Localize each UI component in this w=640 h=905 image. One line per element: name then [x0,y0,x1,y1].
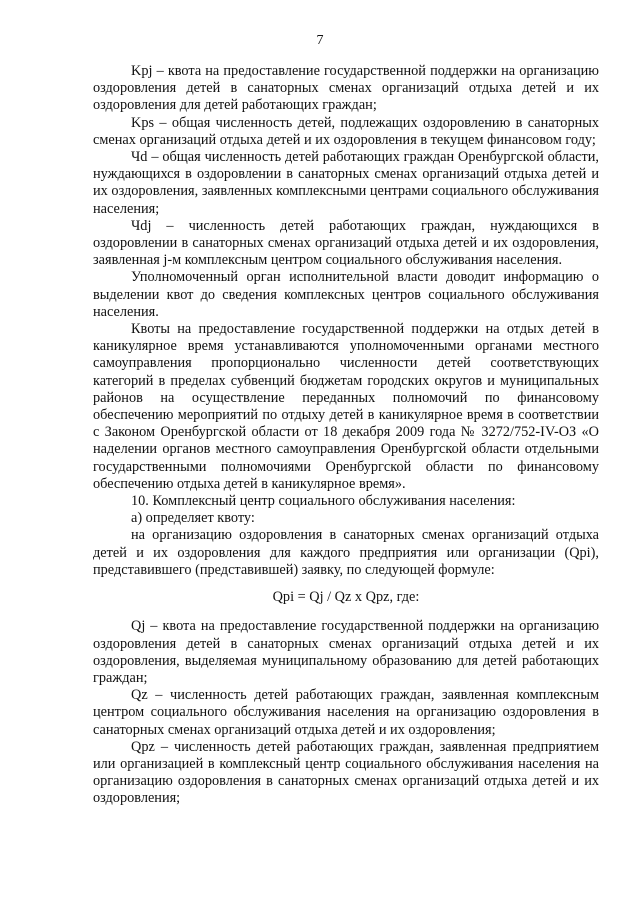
definition-qpz: Qpz – численность детей работающих граждан, заявленная предприятием или организацией в комплексный центр социального обслуживания населения на организацию оздоровления в санаторных сменах организаций отдыха детей и их оздоровления; [93,738,599,807]
page-number: 7 [316,33,324,48]
section-10-heading: 10. Комплексный центр социального обслуживания населения: [131,493,516,510]
subsection-a: а) определяет квоту: [131,510,255,527]
paragraph-quota-holidays: Квоты на предоставление государственной поддержки на отдых детей в каникулярное время устанавливаются уполномоченными органами местного самоуправления пропорционально численности детей соответствующих категорий в пределах субвенций бюджетам городских округов и муниципальных районов на осуществление переданных полномочий по финансовому обеспечению мероприятий по отдыху детей в каникулярное время в соответствии с Законом Оренбургской области от 18 декабря 2009 года № 3272/752-IV-ОЗ «О наделении органов местного самоуправления Оренбургской области отдельными государственными полномочиями Оренбургской области по финансовому обеспечению отдыха детей в каникулярное время». [93,321,599,492]
paragraph-formula-intro: на организацию оздоровления в санаторных сменах организаций отдыха детей и их оздоровления для каждого предприятия или организации (Qpi), представившего (представившей) заявку, по следующей формуле: [93,527,599,578]
formula-qpi: Qpi = Qj / Qz x Qpz, где: [272,589,420,606]
definition-chd: Чd – общая численность детей работающих граждан Оренбургской области, нуждающихся в оздоровлении в санаторных сменах организаций отдыха детей и их оздоровления, заявленных комплексными центрами социального обслуживания населения; [93,149,599,217]
definition-chdj: Чdj – численность детей работающих граждан, нуждающихся в оздоровлении в санаторных сменах организаций отдыха детей и их оздоровления, заявленная j-м комплексным центром социального обслуживания населения. [93,217,599,269]
definition-kps: Kps – общая численность детей, подлежащих оздоровлению в санаторных сменах организаций отдыха детей и их оздоровления в текущем финансовом году; [93,114,599,148]
definition-qj: Qj – квота на предоставление государственной поддержки на организацию оздоровления детей в санаторных сменах организаций отдыха детей и их оздоровления, выделяемая муниципальному образованию для детей работающих граждан; [93,618,599,686]
definition-kpj: Kpj – квота на предоставление государственной поддержки на организацию оздоровления детей в санаторных сменах организаций отдыха детей и их оздоровления для детей работающих граждан; [93,63,599,114]
definition-qz: Qz – численность детей работающих граждан, заявленная комплексным центром социального обслуживания населения на организацию оздоровления в санаторных сменах организаций отдыха детей и их оздоровления; [93,687,599,738]
paragraph-quota-notice: Уполномоченный орган исполнительной власти доводит информацию о выделении квот до сведения комплексных центров социального обслуживания населения. [93,269,599,320]
document-body [93,63,599,808]
